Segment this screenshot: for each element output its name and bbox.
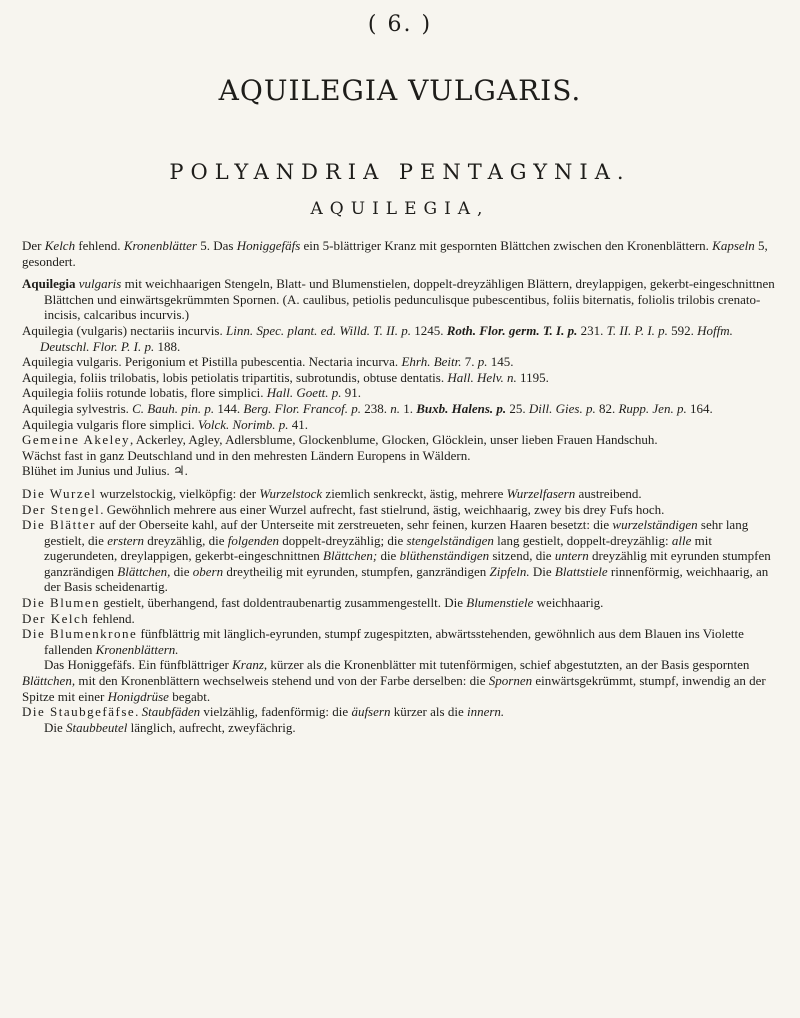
genus-heading: AQUILEGIA, <box>310 199 490 219</box>
page-number: ( 6. ) <box>367 12 433 37</box>
spaced-term: Die Blätter <box>22 517 96 533</box>
body-text <box>22 238 780 735</box>
italic-term: blüthenständigen <box>399 548 490 564</box>
italic-term: Honiggefäfs <box>236 238 301 253</box>
italic-term: Wurzelfasern <box>506 485 576 501</box>
spaced-term: Die Wurzel <box>22 485 97 501</box>
flowering-time: Blühet im Junius und Julius. ♃. <box>22 463 188 479</box>
italic-term: Staubfäden <box>141 704 201 720</box>
description-paragraph: Der Kelch fehlend. <box>22 610 135 626</box>
species-diagnosis: Aquilegia vulgaris mit weichhaarigen Stengeln, Blatt- und Blumenstielen, doppelt-dreyzähligen Blättern, dreylappigen, gekerbt-eingeschnittnen Blättchen und einwärtsgekrümmten Spornen. (A. caulibus, petiolis pedunculisque pubescentibus, foliis biternatis, foliolis trilobis crenato-incisis, calcaribus incurvis.) <box>22 276 775 323</box>
description-paragraph: Die Blätter auf der Oberseite kahl, auf der Unterseite mit zerstreueten, sehr feinen, kurzen Haaren besetzt: die wurzelständigen sehr lang gestielt, die erstern dreyzählig, die folgenden doppelt-dreyzählig; die stengelständigen lang gestielt, doppelt-dreyzählig: alle mit zugerundeten, dreylappigen, gekerbt-eingeschnittnen Blättchen; die blüthenständigen sitzend, die untern dreyzählig mit eyrunden stumpfen ganzrändigen Blättchen, die obern dreytheilig mit eyrunden, stumpfen, ganzrändigen Zipfeln. Die Blattstiele rinnenförmig, weichhaarig, an der Basis scheidenartig. <box>22 517 771 595</box>
italic-term: alle <box>671 532 692 548</box>
italic-term: Zipfeln. <box>489 563 530 579</box>
italic-term: Spornen <box>488 673 533 689</box>
bold-term: Aquilegia <box>22 276 76 292</box>
italic-term: folgenden <box>227 532 280 548</box>
synonym-entry: Aquilegia, foliis trilobatis, lobis petiolatis tripartitis, subrotundis, obtuse dentatis. Hall. Helv. n. 1195. <box>22 369 549 385</box>
italic-term: stengelständigen <box>406 532 494 548</box>
plate-title: AQUILEGIA VULGARIS. <box>218 74 582 107</box>
description-paragraph: Die Staubgefäfse. Staubfäden vielzählig, fadenförmig: die äufsern kürzer als die innern. <box>22 704 505 720</box>
italic-term: Linn. Spec. plant. ed. Willd. T. II. p. <box>225 322 411 338</box>
italic-term: wurzelständigen <box>612 517 698 533</box>
italic-term: Staubbeutel <box>66 719 128 735</box>
description-paragraph: Die Blumenkrone fünfblättrig mit länglich-eyrunden, stumpf zugespitzten, abwärtsstehenden, gewöhnlich aus dem Blauen ins Violette fallenden Kronenblättern. <box>22 626 744 657</box>
bold-italic-term: Roth. Flor. germ. T. I. p. <box>446 322 578 338</box>
description-paragraph: Die Staubbeutel länglich, aufrecht, zweyfächrig. <box>44 719 296 735</box>
italic-term: Blättchen, <box>117 563 171 579</box>
italic-term: vulgaris <box>78 276 122 292</box>
genus-description: Der Kelch fehlend. Kronenblätter 5. Das Honiggefäfs ein 5-blättriger Kranz mit gespornten Blättchen zwischen den Kronenblättern. Kapseln 5, gesondert. <box>22 238 768 269</box>
italic-term: Blumenstiele <box>466 595 534 611</box>
linnaean-class-heading: POLYANDRIA PENTAGYNIA. <box>169 160 631 184</box>
bold-italic-term: Buxb. Halens. p. <box>416 400 507 416</box>
italic-term: Kronenblätter <box>123 238 197 253</box>
morphological-description <box>22 486 780 736</box>
italic-term: T. II. P. I. p. <box>606 322 668 338</box>
description-paragraph: Die Blumen gestielt, überhangend, fast doldentraubenartig zusammengestellt. Die Blumenstiele weichhaarig. <box>22 595 604 611</box>
italic-term: p. <box>477 354 488 370</box>
italic-term: Ehrh. Beitr. <box>401 354 462 370</box>
italic-term: Volck. Norimb. p. <box>197 416 289 432</box>
italic-term: innern. <box>466 704 505 720</box>
italic-term: Kelch <box>44 238 76 253</box>
description-paragraph: Die Wurzel wurzelstockig, vielköpfig: der Wurzelstock ziemlich senkreckt, ästig, mehrere Wurzelfasern austreibend. <box>22 485 642 501</box>
italic-term: Kapseln <box>712 238 755 253</box>
italic-term: Kronenblättern. <box>95 641 179 657</box>
italic-term: n. <box>390 400 400 416</box>
italic-term: erstern <box>107 532 145 548</box>
italic-term: Hall. Goett. p. <box>266 385 342 401</box>
italic-term: Blättchen; <box>323 548 378 564</box>
italic-term: Blattstiele <box>554 563 608 579</box>
spaced-term: Die Staubgefäfse <box>22 704 136 720</box>
synonym-list <box>22 323 780 432</box>
synonym-entry: Aquilegia sylvestris. C. Bauh. pin. p. 144. Berg. Flor. Francof. p. 238. n. 1. Buxb. Halens. p. 25. Dill. Gies. p. 82. Rupp. Jen. p. 164. <box>22 400 713 416</box>
common-names: Gemeine Akeley, Ackerley, Agley, Adlersblume, Glockenblume, Glocken, Glöcklein, unser lieben Frauen Handschuh. <box>22 432 658 448</box>
spaced-term: Gemeine Akeley <box>22 432 130 448</box>
italic-term: Berg. Flor. Francof. p. <box>243 400 361 416</box>
description-paragraph: Das Honiggefäfs. Ein fünfblättriger Kranz, kürzer als die Kronenblätter mit tutenförmigen, schief abgestutzten, an der Basis gespornten Blättchen, mit den Kronenblättern wechselweis stehend und von der Farbe derselben: die Spornen einwärtsgekrümmt, stumpf, inwendig an der Spitze mit einer Honigdrüse begabt. <box>22 657 766 704</box>
italic-term: untern <box>554 548 589 564</box>
italic-term: Honigdrüse <box>107 688 169 704</box>
synonym-entry: Aquilegia foliis rotunde lobatis, flore simplici. Hall. Goett. p. 91. <box>22 385 362 401</box>
description-paragraph: Der Stengel. Gewöhnlich mehrere aus einer Wurzel aufrecht, fast stielrund, ästig, weichhaarig, zwey bis drey Fufs hoch. <box>22 501 665 517</box>
synonym-entry: Aquilegia vulgaris flore simplici. Volck. Norimb. p. 41. <box>22 416 308 432</box>
spaced-term: Die Blumenkrone <box>22 626 138 642</box>
italic-term: Kranz, <box>232 657 268 673</box>
italic-term: Dill. Gies. p. <box>528 400 596 416</box>
italic-term: Hall. Helv. n. <box>447 369 517 385</box>
italic-term: Rupp. Jen. p. <box>618 400 687 416</box>
spaced-term: Die Blumen <box>22 595 101 611</box>
italic-term: C. Bauh. pin. p. <box>132 400 215 416</box>
italic-term: Hoffm. Deutschl. Flor. P. I. p. <box>40 322 733 354</box>
italic-term: äufsern <box>351 704 391 720</box>
spaced-term: Der Kelch <box>22 610 90 626</box>
italic-term: Wurzelstock <box>259 485 323 501</box>
habitat: Wächst fast in ganz Deutschland und in den mehresten Ländern Europens in Wäldern. <box>22 447 471 463</box>
synonym-entry: Aquilegia (vulgaris) nectariis incurvis. Linn. Spec. plant. ed. Willd. T. II. p. 1245. Roth. Flor. germ. T. I. p. 231. T. II. P. I. p. 592. Hoffm. Deutschl. Flor. P. I. p. 188. <box>22 322 733 354</box>
spaced-term: Der Stengel <box>22 501 101 517</box>
synonym-entry: Aquilegia vulgaris. Perigonium et Pistilla pubescentia. Nectaria incurva. Ehrh. Beitr. 7. p. 145. <box>22 354 514 370</box>
italic-term: Blättchen, <box>22 673 76 689</box>
italic-term: obern <box>192 563 224 579</box>
